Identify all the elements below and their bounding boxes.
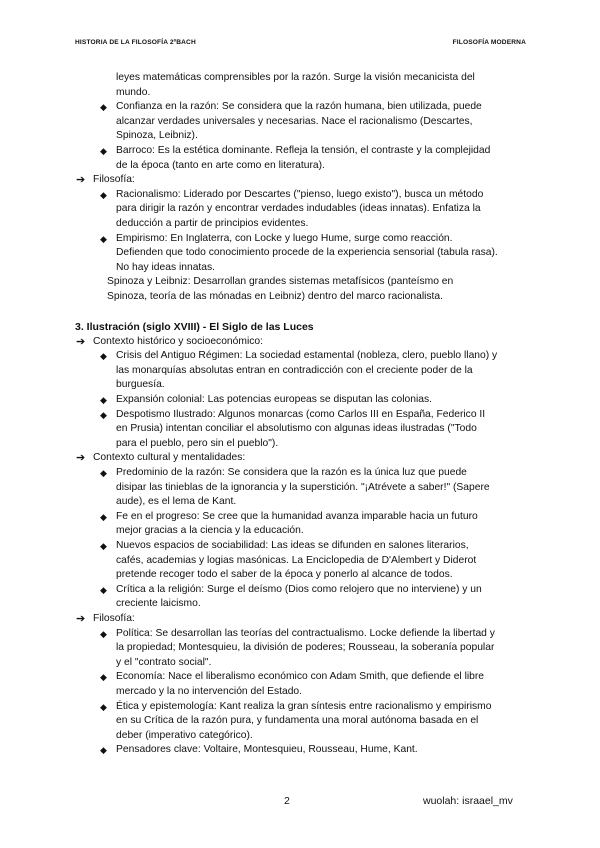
text-line: y el "contrato social". <box>116 656 212 668</box>
text-line: de la época (tanto en arte como en literatura). <box>116 159 325 171</box>
text-line: disipar las tinieblas de la ignorancia y la superstición. "¡Atrévete a saber!" (Sapere <box>116 481 490 493</box>
diamond-bullet-icon: ◆ <box>100 468 107 478</box>
text-line: No hay ideas innatas. <box>116 261 216 273</box>
text-line: Spinoza, Leibniz). <box>116 130 198 142</box>
diamond-bullet-icon: ◆ <box>100 146 107 156</box>
text-line: Crisis del Antiguo Régimen: La sociedad estamental (nobleza, clero, pueblo llano) y <box>116 350 498 362</box>
text-line: Contexto histórico y socioeconómico: <box>93 335 263 347</box>
header-right: FILOSOFÍA MODERNA <box>452 39 526 46</box>
arrow-bullet-icon: ➔ <box>76 335 86 348</box>
text-line: Confianza en la razón: Se considera que la razón humana, bien utilizada, puede <box>116 101 482 113</box>
diamond-bullet-icon: ◆ <box>100 541 107 551</box>
text-line: deber (imperativo categórico). <box>116 729 253 741</box>
diamond-bullet-icon: ◆ <box>100 745 107 756</box>
diamond-bullet-icon: ◆ <box>100 672 107 683</box>
text-line: Filosofía: <box>93 613 135 624</box>
text-line: Despotismo Ilustrado: Algunos monarcas (como Carlos III en España, Federico II <box>116 408 486 420</box>
text-line: Spinoza y Leibniz: Desarrollan grandes sistemas metafísicos (panteísmo en <box>107 276 454 288</box>
diamond-bullet-icon: ◆ <box>100 233 107 244</box>
diamond-bullet-icon: ◆ <box>100 409 107 420</box>
text-line: Empirismo: En Inglaterra, con Locke y luego Hume, surge como reacción. <box>116 232 453 244</box>
diamond-bullet-icon: ◆ <box>100 189 107 200</box>
section-heading: 3. Ilustración (siglo XVIII) - El Siglo de las Luces <box>75 321 314 333</box>
footer-credit: wuolah: israael_mv <box>423 795 513 807</box>
page-number: 2 <box>284 795 290 807</box>
text-line: la propiedad; Montesquieu, la división de poderes; Rousseau, la soberanía popular <box>116 642 495 654</box>
text-line: para el pueblo, pero sin el pueblo"). <box>116 437 279 449</box>
text-line: en Prusia) intentan conciliar el absolutismo con algunas ideas ilustradas ("Todo <box>116 423 477 435</box>
text-line: Racionalismo: Liderado por Descartes ("pienso, luego existo"), busca un método <box>116 188 484 200</box>
text-line: en su Crítica de la razón pura, y fundamenta una moral autónoma basada en el <box>116 715 479 727</box>
text-line: Predominio de la razón: Se considera que la razón es la única luz que puede <box>116 467 467 478</box>
arrow-bullet-icon: ➔ <box>76 174 86 187</box>
text-line: leyes matemáticas comprensibles por la razón. Surge la visión mecanicista del <box>116 72 475 83</box>
text-line: Pensadores clave: Voltaire, Montesquieu, Rousseau, Hume, Kant. <box>116 744 418 756</box>
diamond-bullet-icon: ◆ <box>100 395 107 405</box>
text-line: Barroco: Es la estética dominante. Refleja la tensión, el contraste y la complejidad <box>116 145 491 156</box>
text-line: Ética y epistemología: Kant realiza la gran síntesis entre racionalismo y empirismo <box>116 700 492 712</box>
arrow-bullet-icon: ➔ <box>76 613 86 625</box>
text-line: para dirigir la razón y encontrar verdades indudables (ideas innatas). Enfatiza la <box>116 203 481 215</box>
text-line: burguesía. <box>116 379 165 391</box>
text-line: Defienden que todo conocimiento procede de la experiencia sensorial (tabula rasa). <box>116 247 498 259</box>
text-line: Fe en el progreso: Se cree que la humanidad avanza imparable hacia un futuro <box>116 510 478 522</box>
diamond-bullet-icon: ◆ <box>100 511 107 522</box>
text-line: deducción a partir de principios evidentes. <box>116 218 309 229</box>
text-line: cafés, academias y logias masónicas. La Enciclopedia de D'Alembert y Diderot <box>116 554 477 566</box>
text-line: mejor gracias a la ciencia y la educación. <box>116 525 304 537</box>
text-line: pretende recoger todo el saber de la época y ponerlo al alcance de todos. <box>116 569 453 581</box>
arrow-bullet-icon: ➔ <box>76 452 86 465</box>
header-left: HISTORIA DE LA FILOSOFÍA 2ºBACH <box>75 39 196 46</box>
text-line: Expansión colonial: Las potencias europeas se disputan las colonias. <box>116 394 432 405</box>
text-line: Política: Se desarrollan las teorías del contractualismo. Locke defiende la libertad y <box>116 627 495 639</box>
diamond-bullet-icon: ◆ <box>100 584 107 595</box>
text-line: Nuevos espacios de sociabilidad: Las ideas se difunden en salones literarios, <box>116 540 469 551</box>
text-line: Contexto cultural y mentalidades: <box>93 452 246 464</box>
text-line: Filosofía: <box>93 174 135 186</box>
text-line: Spinoza, teoría de las mónadas en Leibniz) dentro del marco racionalista. <box>107 291 443 302</box>
text-line: mercado y la no intervención del Estado. <box>116 686 303 697</box>
diamond-bullet-icon: ◆ <box>100 701 107 712</box>
diamond-bullet-icon: ◆ <box>100 102 107 113</box>
text-line: creciente laicismo. <box>116 598 201 610</box>
text-line: mundo. <box>116 86 151 98</box>
diamond-bullet-icon: ◆ <box>100 628 107 639</box>
text-line: Economía: Nace el liberalismo económico con Adam Smith, que defiende el libre <box>116 671 485 683</box>
diamond-bullet-icon: ◆ <box>100 351 107 362</box>
text-line: aude), es el lema de Kant. <box>116 496 237 508</box>
text-line: las monarquías absolutas entran en contradicción con el creciente poder de la <box>116 364 473 376</box>
text-line: alcanzar verdades universales y necesarias. Nace el racionalismo (Descartes, <box>116 115 473 127</box>
text-line: Crítica a la religión: Surge el deísmo (Dios como relojero que no interviene) y un <box>116 583 482 595</box>
